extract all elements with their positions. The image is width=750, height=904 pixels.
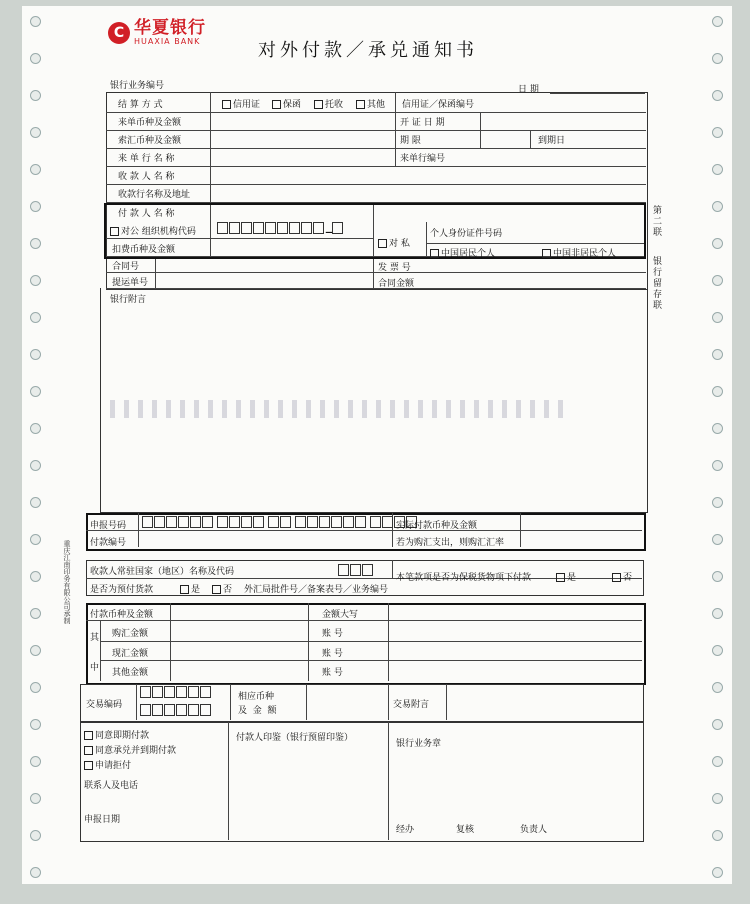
- payee-name-label: 收 款 人 名 称: [118, 172, 175, 182]
- bonded-question: 本笔款项是否为保税货物项下付款: [396, 573, 532, 583]
- claim-currency-label: 索汇币种及金额: [118, 136, 182, 146]
- spot-amount-label: 现汇金额: [112, 649, 149, 659]
- txn-code-boxes-1[interactable]: [140, 686, 211, 698]
- sending-bank-no-label: 来单行编号: [400, 154, 446, 164]
- bonded-yes[interactable]: 是: [556, 570, 576, 583]
- payment-no-label: 付款编号: [90, 538, 127, 548]
- resident-option[interactable]: 中国居民个人: [430, 246, 495, 259]
- txn-code-label: 交易编码: [86, 700, 123, 710]
- corr-currency-label: 相应币种 及 金 额: [238, 692, 277, 716]
- corporate-option[interactable]: 对公 组织机构代码: [110, 224, 196, 237]
- sending-bank-label: 来 单 行 名 称: [118, 154, 175, 164]
- txn-note-label: 交易附言: [393, 700, 430, 710]
- opt-collection[interactable]: 托收: [314, 97, 343, 110]
- payee-bank-label: 收款行名称及地址: [118, 190, 191, 200]
- country-code-boxes[interactable]: [338, 564, 373, 576]
- printer-label: 重庆江南印务有限公司承制: [63, 540, 71, 624]
- actual-currency-label: 实际付款币种及金额: [396, 521, 478, 531]
- maturity-label: 到期日: [538, 136, 566, 146]
- bank-stamp-label: 银行业务章: [396, 739, 442, 749]
- prepay-question: 是否为预付货款: [90, 585, 154, 595]
- non-resident-option[interactable]: 中国非居民个人: [542, 246, 616, 259]
- account-no-label-3: 账 号: [322, 668, 343, 678]
- handler-label: 经办: [396, 825, 415, 835]
- bonded-no[interactable]: 否: [612, 570, 632, 583]
- signature-block: [80, 722, 644, 842]
- copy-note: 银行留存联: [651, 256, 661, 311]
- payer-name-label: 付 款 人 名 称: [118, 209, 175, 219]
- bank-name-en: HUAXIA BANK: [134, 36, 201, 46]
- date-label: 日 期: [518, 85, 539, 95]
- deduct-currency-label: 扣费币种及金额: [112, 245, 176, 255]
- contact-label: 联系人及电话: [84, 781, 139, 791]
- term-label: 期 限: [400, 136, 421, 146]
- declaration-no-label: 申报号码: [90, 521, 127, 531]
- bill-currency-label: 来单币种及金额: [118, 118, 182, 128]
- prepay-no[interactable]: 否: [212, 582, 232, 595]
- refuse-option[interactable]: 申请拒付: [84, 758, 131, 771]
- agree-pay-now[interactable]: 同意即期付款: [84, 728, 149, 741]
- personal-id-label: 个人身份证件号码: [430, 229, 503, 239]
- pay-currency-label: 付款币种及金额: [90, 610, 154, 620]
- form-title: 对外付款／承兑通知书: [258, 40, 478, 61]
- bank-note-label: 银行附言: [110, 295, 147, 305]
- zhong-label: 中: [90, 663, 100, 673]
- huaxia-logo-icon: C: [108, 22, 130, 44]
- fx-rate-label: 若为购汇支出，则购汇汇率: [396, 538, 505, 548]
- issue-date-label: 开 证 日 期: [400, 118, 445, 128]
- qi-label: 其: [90, 633, 100, 643]
- contract-amount-label: 合同金额: [378, 279, 415, 289]
- amount-words-label: 金额大写: [322, 610, 359, 620]
- opt-lg[interactable]: 保函: [272, 97, 301, 110]
- bank-name-cn: 华夏银行: [134, 18, 206, 38]
- feed-holes-right: [712, 16, 726, 904]
- biz-no-label: 银行业务编号: [110, 81, 165, 91]
- private-option[interactable]: 对 私: [378, 236, 410, 249]
- purchase-amount-label: 购汇金额: [112, 629, 149, 639]
- account-no-label-2: 账 号: [322, 649, 343, 659]
- payer-seal-label: 付款人印鉴（银行预留印鉴）: [236, 733, 354, 743]
- manager-label: 负责人: [520, 825, 548, 835]
- opt-lc[interactable]: 信用证: [222, 97, 260, 110]
- account-no-label-1: 账 号: [322, 629, 343, 639]
- payee-country-label: 收款人常驻国家（地区）名称及代码: [90, 567, 235, 577]
- bill-of-lading-label: 提运单号: [112, 278, 149, 288]
- feed-holes-left: [30, 16, 44, 904]
- copy-label: 第二联: [651, 205, 661, 238]
- approval-no-label: 外汇局批件号／备案表号／业务编号: [244, 585, 389, 595]
- decl-date-label: 申报日期: [84, 815, 121, 825]
- lc-lg-no-label: 信用证／保函编号: [402, 100, 475, 110]
- faint-print-marks: [110, 400, 570, 418]
- opt-other[interactable]: 其他: [356, 97, 385, 110]
- other-amount-label: 其他金额: [112, 668, 149, 678]
- bank-logo: [108, 20, 206, 46]
- agree-accept[interactable]: 同意承兑并到期付款: [84, 743, 176, 756]
- invoice-no-label: 发 票 号: [378, 263, 411, 273]
- org-code-boxes[interactable]: –: [217, 222, 343, 234]
- prepay-yes[interactable]: 是: [180, 582, 200, 595]
- settlement-method-label: 结 算 方 式: [118, 100, 163, 110]
- txn-code-boxes-2[interactable]: [140, 704, 211, 716]
- reviewer-label: 复核: [456, 825, 475, 835]
- contract-no-label: 合同号: [112, 262, 140, 272]
- declaration-no-boxes[interactable]: [142, 516, 417, 528]
